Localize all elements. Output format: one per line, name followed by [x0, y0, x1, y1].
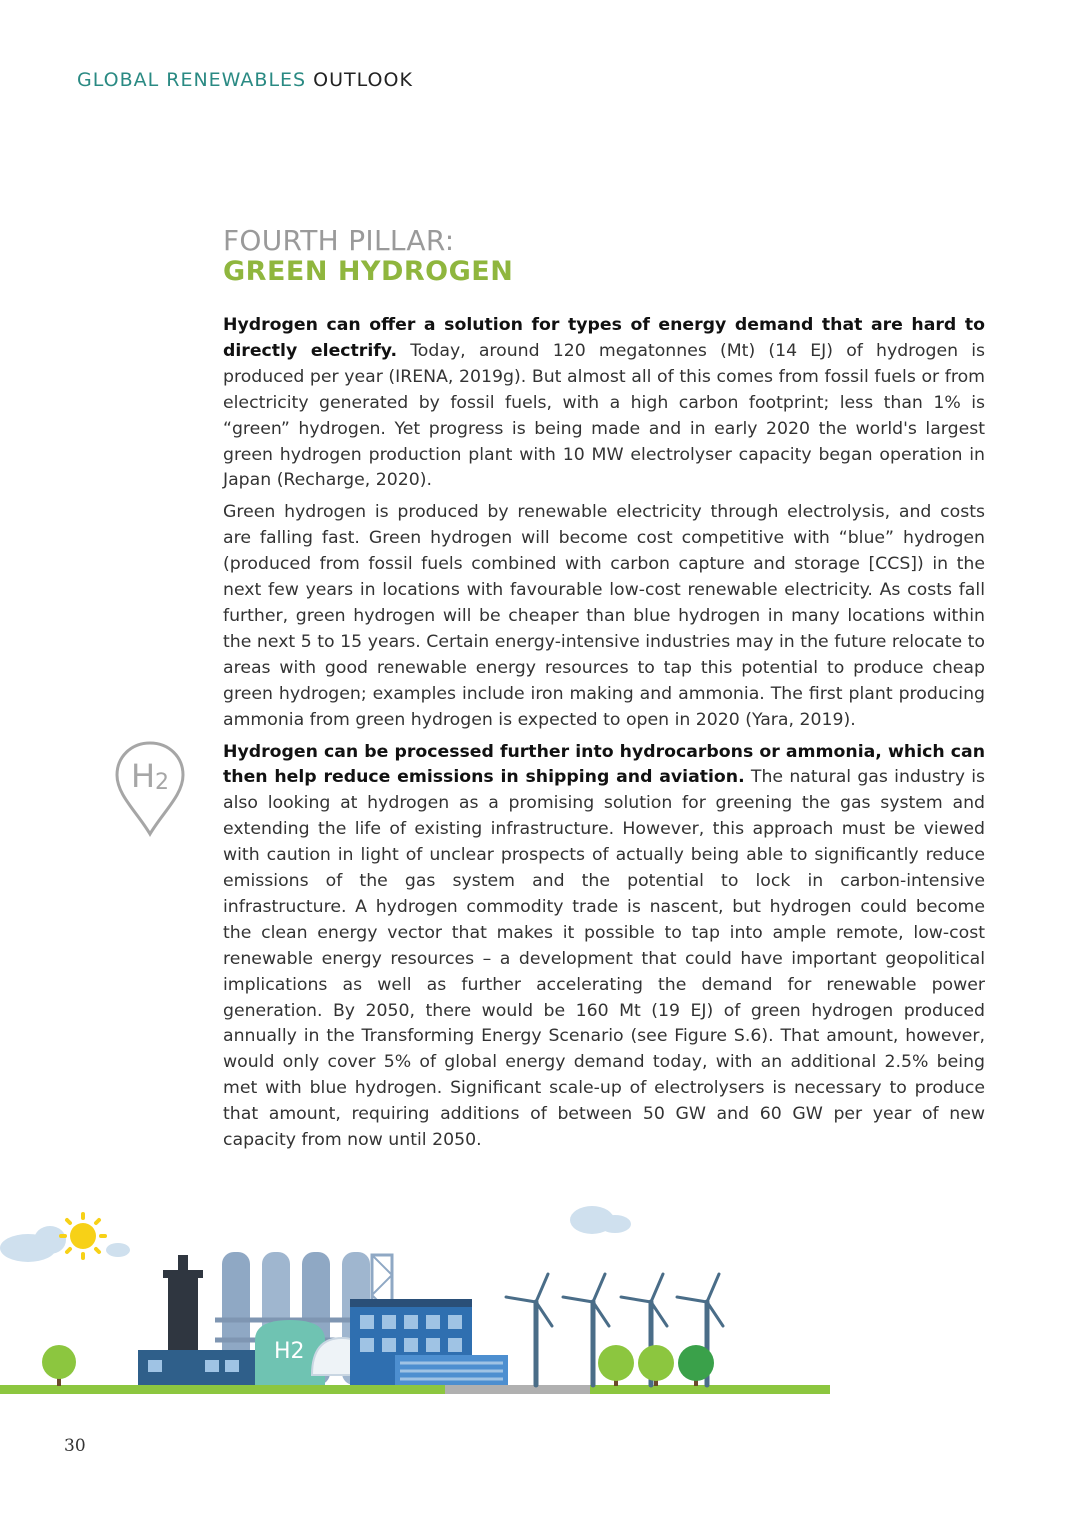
pin-subscript: 2	[155, 770, 169, 795]
header-publication-name: GLOBAL RENEWABLES	[77, 69, 307, 91]
paragraph-3-text: The natural gas industry is also looking at hydrogen as a promising solution for greening the gas system and extending the life of existing infrastructure. However, this approach must be viewed with caution in light of unclear prospects of actually being able to significantly reduce emissions of the gas system and the potential to lock in carbon-intensive infrastructure. A hydrogen commodity trade is nascent, but hydrogen could become the clean energy vector that makes it possible to tap into ample remote, low-cost renewable energy resources – a development that could have important geopolitical implications as well as further accelerating the demand for renewable power generation. By 2050, there would be 160 Mt (19 EJ) of green hydrogen produced annually in the Transforming Energy Scenario (see Figure S.6). That amount, however, would only cover 5% of global energy demand today, with an additional 2.5% being met with blue hydrogen. Significant scale-up of electrolysers is necessary to produce that amount, requiring additions of between 50 GW and 60 GW per year of new capacity from now until 2050.	[223, 767, 985, 1151]
header-publication-subtitle: OUTLOOK	[313, 69, 413, 91]
tree-icon	[638, 1345, 674, 1386]
paragraph-1-text: Today, around 120 megatonnes (Mt) (14 EJ) of hydrogen is produced per year (IRENA, 2019g). But almost all of this comes from fossil fuels or from electricity generated by fossil fuels, with a high carbon footprint; less than 1% is “green” hydrogen. Yet progress is being made and in early 2020 the world's largest green hydrogen production plant with 10 MW electrolyser capacity began operation in Japan (Recharge, 2020).	[223, 340, 986, 491]
paragraph-2-text: Green hydrogen is produced by renewable electricity through electrolysis, and costs are falling fast. Green hydrogen will become cost competitive with “blue” hydrogen (produced from fossil fuels combined with carbon capture and storage [CCS]) in the next few years in locations with favourable low-cost renewable electricity. As costs fall further, green hydrogen will be cheaper than blue hydrogen in many locations within the next 5 to 15 years. Certain energy-intensive industries may in the future relocate to areas with good renewable energy resources to tap this potential to produce cheap green hydrogen; examples include iron making and ammonia. The first plant producing ammonia from green hydrogen is expected to open in 2020 (Yara, 2019).	[223, 502, 985, 730]
paragraph-3-lead: Hydrogen can be processed further into hydrocarbons or ammonia, which can then help reduce emissions in shipping and aviation.	[223, 741, 985, 788]
location-pin-icon	[113, 740, 187, 838]
tree-icon	[42, 1345, 76, 1386]
pin-symbol: H	[131, 757, 156, 795]
wind-turbine-icon	[506, 1274, 552, 1385]
paragraph-1-lead: Hydrogen can offer a solution for types of energy demand that are hard to directly electrify.	[223, 315, 985, 361]
tank-label: H2	[274, 1339, 305, 1364]
paragraph-1	[223, 313, 985, 494]
page-number: 30	[64, 1436, 86, 1456]
hydrogen-plant-illustration	[0, 1200, 840, 1410]
body-text	[223, 313, 985, 1160]
section-title: GREEN HYDROGEN	[223, 256, 514, 287]
paragraph-2	[223, 500, 985, 733]
factory-icon	[138, 1252, 508, 1385]
section-kicker: FOURTH PILLAR:	[223, 224, 455, 257]
road	[445, 1385, 590, 1394]
paragraph-3	[223, 740, 985, 1155]
running-header	[77, 69, 413, 91]
cloud-icon	[0, 1226, 130, 1262]
sun-icon	[61, 1214, 105, 1258]
cloud-icon	[570, 1206, 631, 1234]
tree-icon	[598, 1345, 634, 1386]
